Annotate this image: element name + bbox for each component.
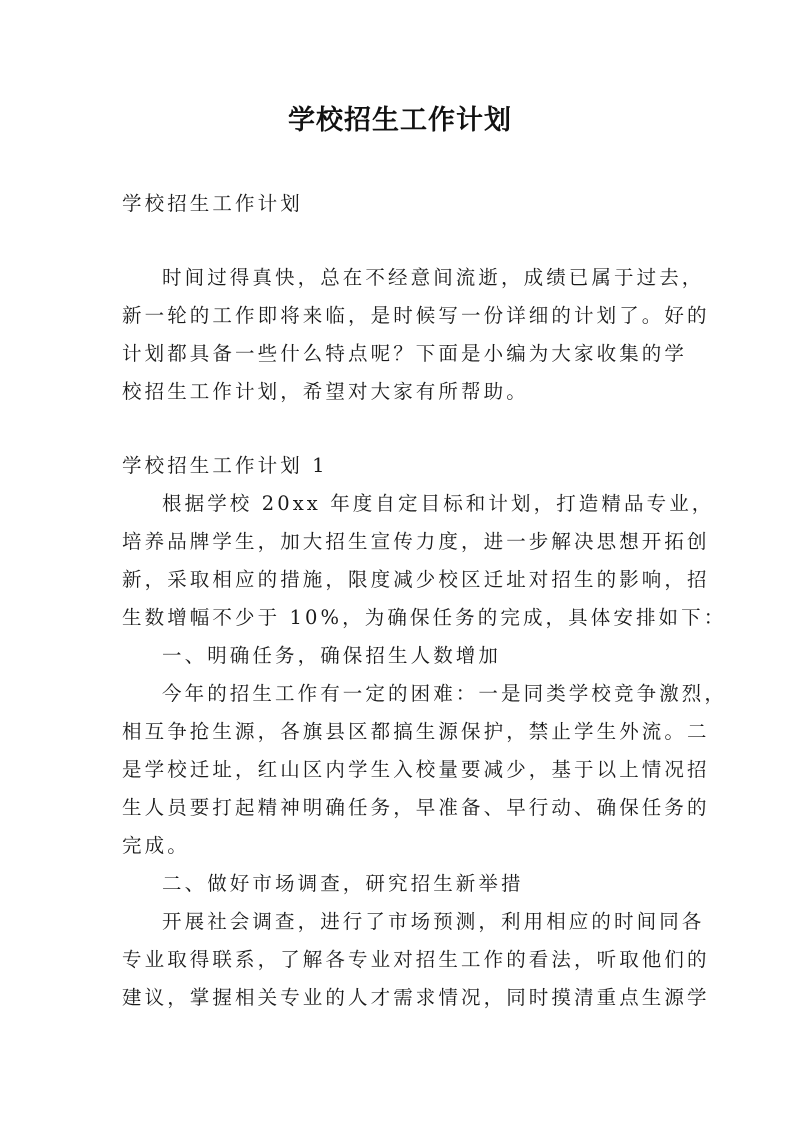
point-heading: 二、做好市场调查，研究招生新举措 xyxy=(162,872,524,895)
paragraph-line: 根据学校 20xx 年度自定目标和计划，打造精品专业， xyxy=(162,492,715,515)
intro-line: 计划都具备一些什么特点呢？下面是小编为大家收集的学 xyxy=(122,342,688,365)
paragraph-line: 建议，掌握相关专业的人才需求情况，同时摸清重点生源学 xyxy=(122,986,710,1009)
point-heading: 一、明确任务，确保招生人数增加 xyxy=(162,644,502,667)
paragraph-line: 完成。 xyxy=(122,834,190,857)
paragraph-line: 今年的招生工作有一定的困难：一是同类学校竞争激烈， xyxy=(162,682,728,705)
paragraph-line: 相互争抢生源，各旗县区都搞生源保护，禁止学生外流。二 xyxy=(122,720,710,743)
paragraph-line: 专业取得联系，了解各专业对招生工作的看法，听取他们的 xyxy=(122,948,710,971)
intro-line: 时间过得真快，总在不经意间流逝，成绩已属于过去， xyxy=(162,266,705,289)
paragraph-line: 新，采取相应的措施，限度减少校区迁址对招生的影响，招 xyxy=(122,568,710,591)
document-title: 学校招生工作计划 xyxy=(288,105,512,136)
paragraph-line: 生人员要打起精神明确任务，早准备、早行动、确保任务的 xyxy=(122,796,710,819)
paragraph-line: 培养品牌学生，加大招生宣传力度，进一步解决思想开拓创 xyxy=(122,530,710,553)
paragraph-line: 是学校迁址，红山区内学生入校量要减少，基于以上情况招 xyxy=(122,758,710,781)
document-subtitle: 学校招生工作计划 xyxy=(122,192,303,215)
section-heading: 学校招生工作计划 1 xyxy=(122,454,328,477)
intro-line: 校招生工作计划，希望对大家有所帮助。 xyxy=(122,380,529,403)
paragraph-line: 开展社会调查，进行了市场预测，利用相应的时间同各 xyxy=(162,910,705,933)
paragraph-line: 生数增幅不少于 10%，为确保任务的完成，具体安排如下： xyxy=(122,606,727,629)
intro-line: 新一轮的工作即将来临，是时候写一份详细的计划了。好的 xyxy=(122,304,710,327)
